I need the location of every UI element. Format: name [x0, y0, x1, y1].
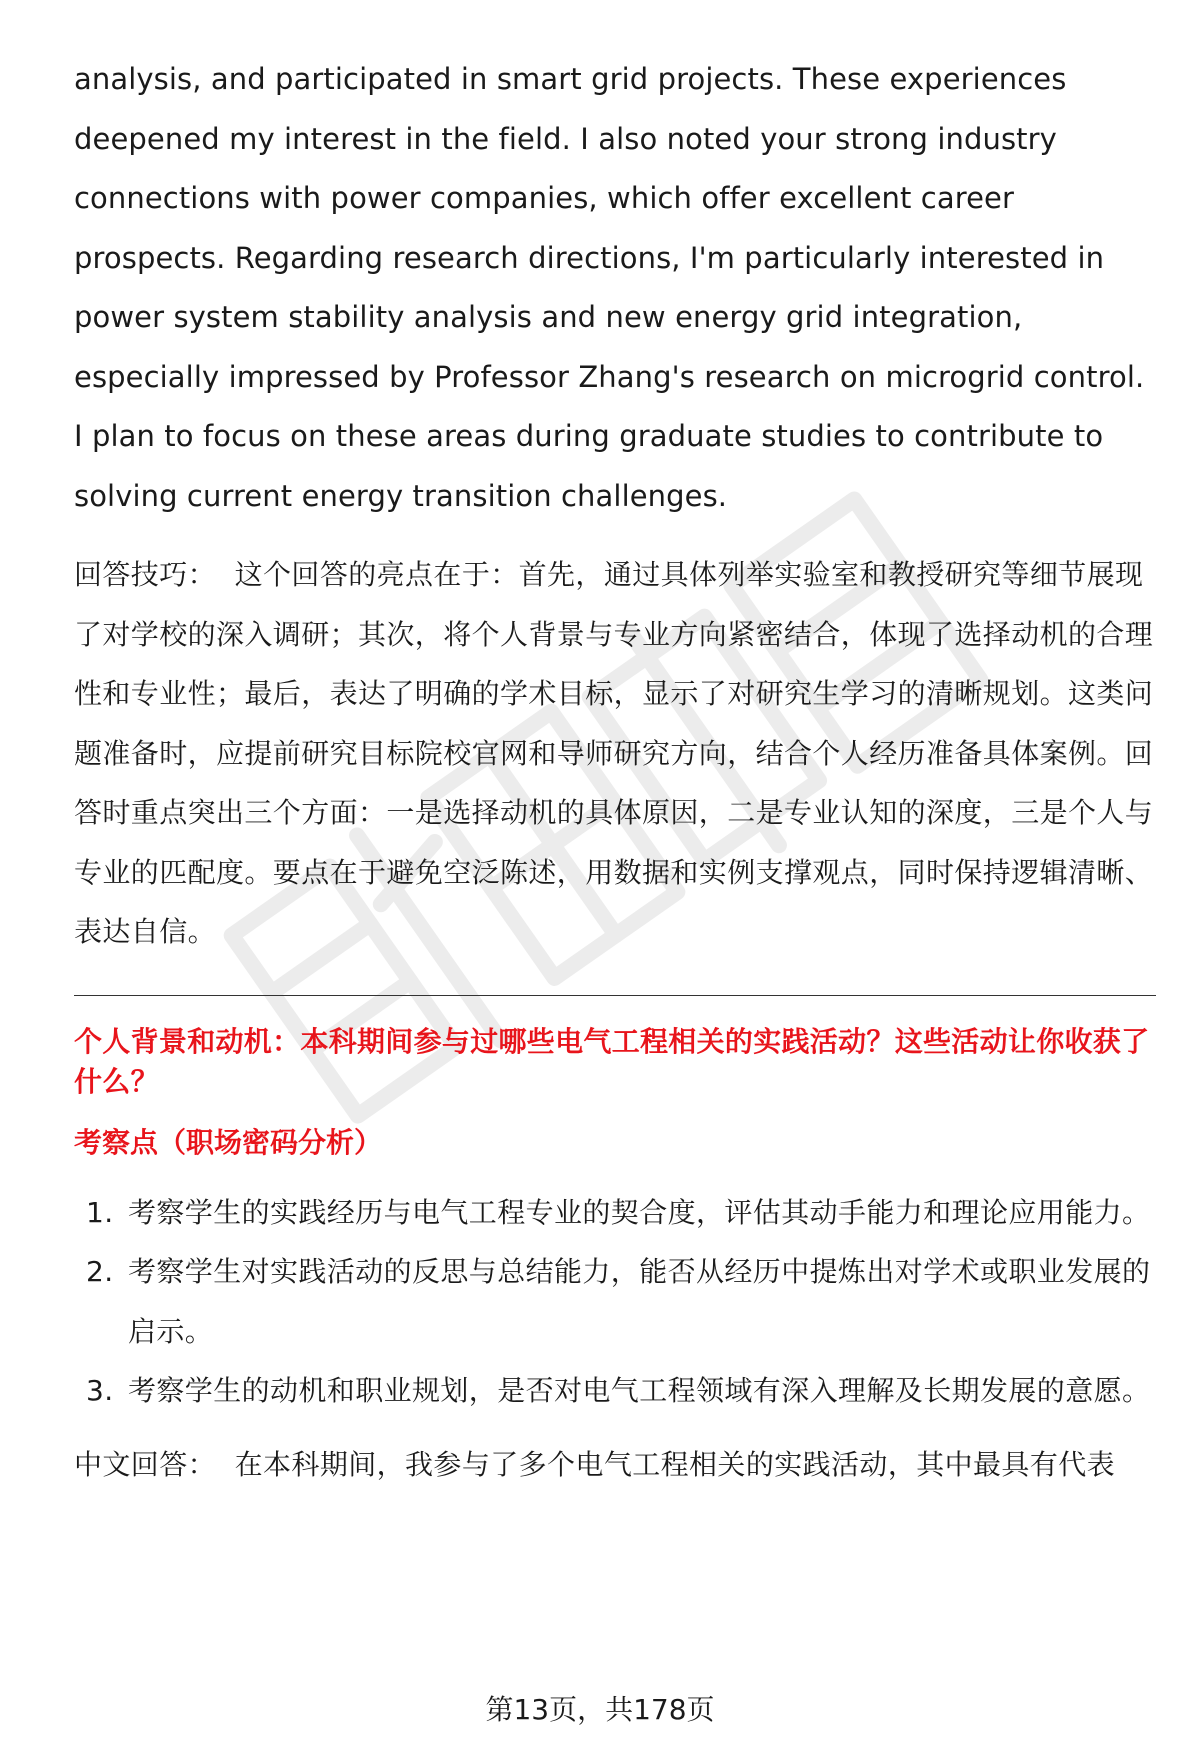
- answer-tips-paragraph: [74, 545, 1160, 962]
- assessment-item-number: 2.: [86, 1255, 114, 1288]
- assessment-item: [74, 1242, 1160, 1361]
- answer-tips-text: 这个回答的亮点在于：首先，通过具体列举实验室和教授研究等细节展现了对学校的深入调研；其次，将个人背景与专业方向紧密结合，体现了选择动机的合理性和专业性；最后，表达了明确的学术目标，显示了对研究生学习的清晰规划。这类问题准备时，应提前研究目标院校官网和导师研究方向，结合个人经历准备具体案例。回答时重点突出三个方面：一是选择动机的具体原因，二是专业认知的深度，三是个人与专业的匹配度。要点在于避免空泛陈述，用数据和实例支撑观点，同时保持逻辑清晰、表达自信。: [74, 558, 1154, 948]
- assessment-item: [74, 1183, 1160, 1243]
- question-heading: 个人背景和动机：本科期间参与过哪些电气工程相关的实践活动？这些活动让你收获了什么？: [74, 1024, 1150, 1098]
- chinese-answer-label: 中文回答：: [74, 1447, 217, 1481]
- chinese-answer-text: 在本科期间，我参与了多个电气工程相关的实践活动，其中最具有代表: [234, 1447, 1116, 1481]
- assessment-item-text: 考察学生对实践活动的反思与总结能力，能否从经历中提炼出对学术或职业发展的启示。: [128, 1255, 1151, 1348]
- assessment-item-number: 3.: [86, 1374, 114, 1407]
- chinese-answer-paragraph: [74, 1435, 1160, 1495]
- page-indicator: 第13页，共178页: [485, 1693, 715, 1726]
- assessment-item-number: 1.: [86, 1195, 114, 1229]
- assessment-item: [74, 1361, 1160, 1421]
- answer-tips-label: 回答技巧：: [74, 558, 217, 591]
- assessment-item-text: 考察学生的动机和职业规划，是否对电气工程领域有深入理解及长期发展的意愿。: [128, 1374, 1151, 1407]
- section-divider: [74, 995, 1156, 996]
- assessment-title: 考察点（职场密码分析）: [74, 1125, 383, 1159]
- assessment-item-text: 考察学生的实践经历与电气工程专业的契合度，评估其动手能力和理论应用能力。: [128, 1195, 1151, 1229]
- assessment-list: [74, 1183, 1160, 1421]
- english-answer-paragraph: analysis, and participated in smart grid projects. These experiences deepened my interest in the field. I also noted your strong industry connections with power companies, which offer excellent career prospects. Regarding research directions, I'm particularly interested in power system stability analysis and new energy grid integration, especially impressed by Professor Zhang's research on microgrid control. I plan to focus on these areas during graduate studies to contribute to solving current energy transition challenges.: [74, 62, 1145, 513]
- page-content: [74, 50, 1160, 1494]
